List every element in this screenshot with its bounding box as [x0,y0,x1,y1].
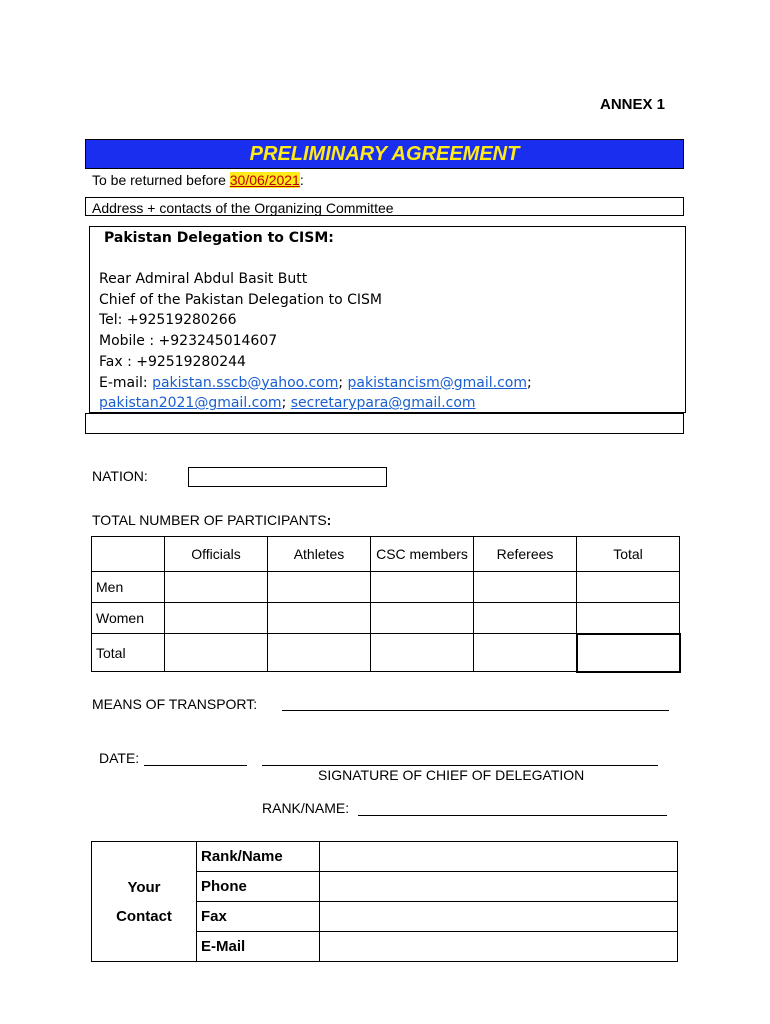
delegation-email-line1 [99,373,532,394]
delegation-mobile: Mobile : +923245014607 [99,333,278,350]
participants-label [92,512,331,528]
col-athletes: Athletes [268,537,371,572]
cell-input[interactable] [371,634,474,672]
your-contact-line2: Contact [116,907,172,925]
return-date: 30/06/2021 [229,172,300,188]
email-link-3[interactable]: pakistan2021@gmail.com [99,395,282,412]
contact-fax-input[interactable] [320,902,678,932]
contact-rank-name-label: Rank/Name [197,842,320,872]
blank-row [85,413,684,434]
email-separator: ; [281,395,291,412]
row-women: Women [92,603,165,634]
delegation-fax: Fax : +92519280244 [99,353,246,370]
signature-label: SIGNATURE OF CHIEF OF DELEGATION [318,767,585,783]
cell-input[interactable] [268,572,371,603]
row-total: Total [92,634,165,672]
participants-table [91,536,681,673]
cell-input[interactable] [474,572,577,603]
contact-phone-label: Phone [197,872,320,902]
delegation-heading: Pakistan Delegation to CISM: [104,230,334,246]
return-prefix: To be returned before [92,172,230,188]
nation-label: NATION: [92,468,148,484]
delegation-contact-box [89,226,686,413]
your-contact-cell [92,842,197,962]
cell-input[interactable] [577,572,680,603]
nation-input[interactable] [188,467,387,487]
col-officials: Officials [165,537,268,572]
col-total: Total [577,537,680,572]
contact-fax-label: Fax [197,902,320,932]
cell-input[interactable] [371,572,474,603]
cell-input[interactable] [268,634,371,672]
participants-label-text: TOTAL NUMBER OF PARTICIPANTS [92,512,327,528]
your-contact-line1: Your [127,878,161,896]
rank-name-label: RANK/NAME: [262,800,350,816]
email-link-2[interactable]: pakistancism@gmail.com [347,374,527,391]
return-deadline [92,172,304,188]
cell-input[interactable] [474,603,577,634]
col-csc-members: CSC members [371,537,474,572]
transport-input-line[interactable] [282,710,669,711]
contact-table [91,841,678,962]
grand-total-cell[interactable] [577,634,680,672]
address-contacts-header: Address + contacts of the Organizing Committee [85,197,684,216]
transport-label: MEANS OF TRANSPORT: [92,696,258,712]
date-label: DATE: [99,750,140,766]
cell-input[interactable] [371,603,474,634]
cell-input[interactable] [474,634,577,672]
cell-input[interactable] [577,603,680,634]
delegation-details [99,269,532,414]
contact-email-input[interactable] [320,932,678,962]
signature-line[interactable] [262,765,658,766]
email-link-1[interactable]: pakistan.sscb@yahoo.com [152,374,339,391]
delegation-tel: Tel: +92519280266 [99,312,237,329]
email-prefix: E-mail: [99,374,153,391]
cell-input[interactable] [165,634,268,672]
row-men: Men [92,572,165,603]
contact-phone-input[interactable] [320,872,678,902]
email-separator: ; [338,374,348,391]
cell-input[interactable] [165,603,268,634]
participants-colon: : [326,512,332,528]
contact-rank-name-input[interactable] [320,842,678,872]
col-referees: Referees [474,537,577,572]
table-corner [92,537,165,572]
delegation-role: Chief of the Pakistan Delegation to CISM [99,291,382,308]
cell-input[interactable] [165,572,268,603]
delegation-email-line2 [99,393,532,414]
cell-input[interactable] [268,603,371,634]
document-title: PRELIMINARY AGREEMENT [85,139,684,169]
email-link-4[interactable]: secretarypara@gmail.com [290,395,476,412]
date-input-line[interactable] [144,765,247,766]
rank-name-input-line[interactable] [358,815,667,816]
return-suffix: : [299,172,304,188]
delegation-name: Rear Admiral Abdul Basit Butt [99,271,308,287]
contact-email-label: E-Mail [197,932,320,962]
annex-label: ANNEX 1 [600,96,666,113]
email-separator: ; [526,374,532,391]
